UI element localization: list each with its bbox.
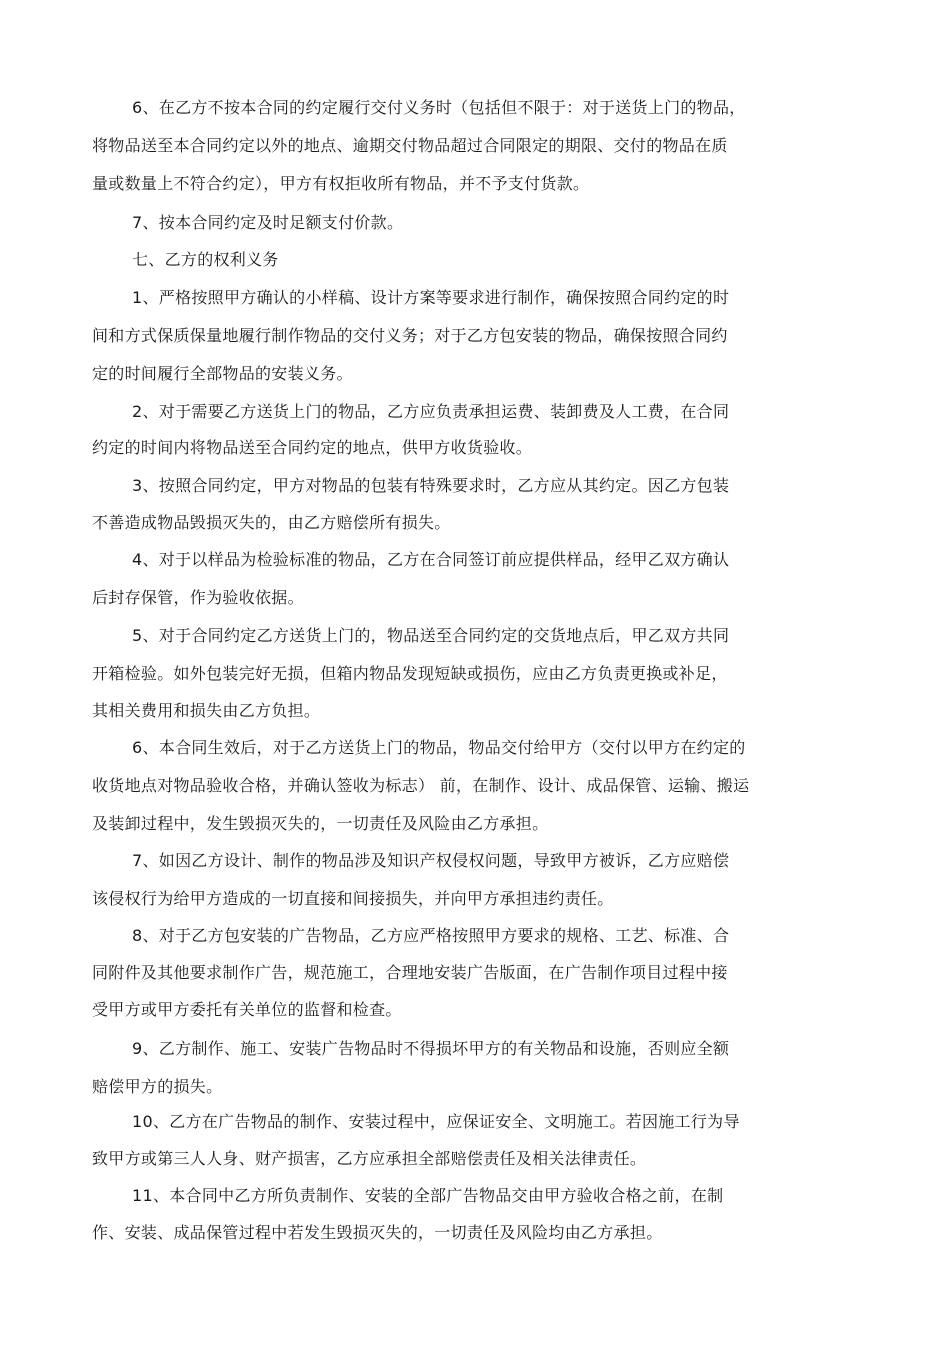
text-line: 1、严格按照甲方确认的小样稿、设计方案等要求进行制作，确保按照合同约定的时 [132,288,730,307]
text-line: 及装卸过程中，发生毁损灭失的，一切责任及风险由乙方承担。 [92,814,549,833]
section-heading: 七、乙方的权利义务 [132,250,279,269]
text-line: 致甲方或第三人人身、财产损害，乙方应承担全部赔偿责任及相关法律责任。 [92,1149,647,1168]
text-line: 受甲方或甲方委托有关单位的监督和检查。 [92,1000,402,1019]
text-line: 赔偿甲方的损失。 [92,1077,223,1096]
text-line: 4、对于以样品为检验标准的物品，乙方在合同签订前应提供样品，经甲乙双方确认 [132,550,730,569]
text-line: 同附件及其他要求制作广告，规范施工，合理地安装广告版面，在广告制作项目过程中接 [92,963,728,982]
text-line: 收货地点对物品验收合格，并确认签收为标志） 前，在制作、设计、成品保管、运输、搬运 [92,776,750,795]
text-line: 7、如因乙方设计、制作的物品涉及知识产权侵权问题，导致甲方被诉，乙方应赔偿 [132,851,730,870]
text-line: 作、安装、成品保管过程中若发生毁损灭失的，一切责任及风险均由乙方承担。 [92,1223,663,1242]
text-line: 6、本合同生效后，对于乙方送货上门的物品，物品交付给甲方（交付以甲方在约定的 [132,738,746,757]
text-line: 不善造成物品毁损灭失的，由乙方赔偿所有损失。 [92,513,451,532]
text-line: 5、对于合同约定乙方送货上门的，物品送至合同约定的交货地点后，甲乙双方共同 [132,626,730,645]
text-line: 9、乙方制作、施工、安装广告物品时不得损坏甲方的有关物品和设施，否则应全额 [132,1039,730,1058]
text-line: 8、对于乙方包安装的广告物品，乙方应严格按照甲方要求的规格、工艺、标准、合 [132,926,730,945]
text-line: 约定的时间内将物品送至合同约定的地点，供甲方收货验收。 [92,438,533,457]
text-line: 间和方式保质保量地履行制作物品的交付义务；对于乙方包安装的物品，确保按照合同约 [92,326,728,345]
text-line: 该侵权行为给甲方造成的一切直接和间接损失，并向甲方承担违约责任。 [92,889,614,908]
text-line: 11、本合同中乙方所负责制作、安装的全部广告物品交由甲方验收合格之前，在制 [132,1186,724,1205]
text-line: 7、按本合同约定及时足额支付价款。 [132,213,404,232]
text-line: 量或数量上不符合约定），甲方有权拒收所有物品，并不予支付货款。 [92,174,590,193]
text-line: 10、乙方在广告物品的制作、安装过程中，应保证安全、文明施工。若因施工行为导 [132,1112,740,1131]
text-line: 后封存保管，作为验收依据。 [92,588,304,607]
text-line: 2、对于需要乙方送货上门的物品，乙方应负责承担运费、装卸费及人工费，在合同 [132,402,730,421]
text-line: 3、按照合同约定，甲方对物品的包装有特殊要求时，乙方应从其约定。因乙方包装 [132,476,730,495]
text-line: 6、在乙方不按本合同的约定履行交付义务时（包括但不限于：对于送货上门的物品， [132,98,746,117]
text-line: 将物品送至本合同约定以外的地点、逾期交付物品超过合同限定的期限、交付的物品在质 [92,136,728,155]
text-line: 定的时间履行全部物品的安装义务。 [92,364,353,383]
text-line: 开箱检验。如外包装完好无损，但箱内物品发现短缺或损伤，应由乙方负责更换或补足， [92,664,728,683]
text-line: 其相关费用和损失由乙方负担。 [92,701,321,720]
